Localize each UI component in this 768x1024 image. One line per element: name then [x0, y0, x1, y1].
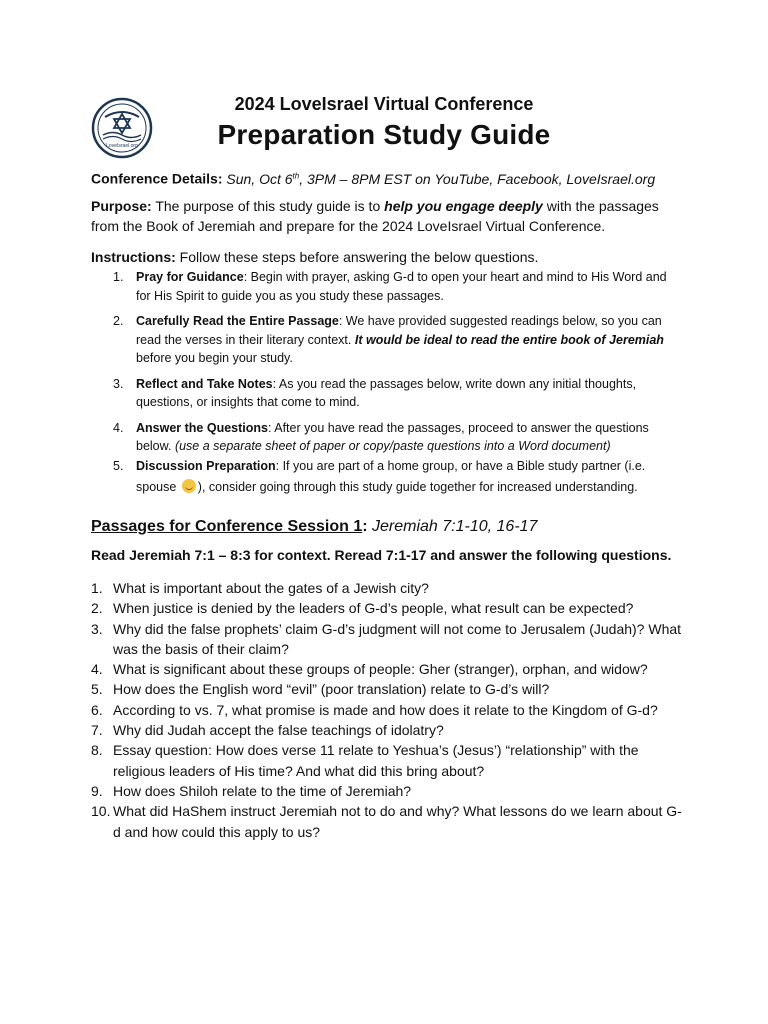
questions-list: [91, 578, 686, 842]
session-passage: Jeremiah 7:1-10, 16-17: [372, 518, 538, 535]
purpose-label: Purpose:: [91, 198, 152, 214]
list-item: 2. Carefully Read the Entire Passage: We have provided suggested readings below, so you can read the verses in their literary context. It would be ideal to read the entire book of Jeremiah before you begin your study.: [113, 314, 664, 365]
session-label: Passages for Conference Session 1: [91, 518, 363, 535]
list-item: 3. Why did the false prophets’ claim G-d’s judgment will not come to Jerusalem (Judah)? What was the basis of their claim?: [91, 620, 682, 657]
purpose-paragraph: Purpose: The purpose of this study guide is to help you engage deeply with the passages from the Book of Jeremiah and prepare for the 2024 LoveIsrael Virtual Conference.: [91, 198, 659, 234]
reading-note: Read Jeremiah 7:1 – 8:3 for context. Reread 7:1-17 and answer the following questions.: [91, 547, 672, 563]
instructions-heading: Instructions: Follow these steps before answering the below questions.: [91, 249, 539, 265]
list-item: 8. Essay question: How does verse 11 relate to Yeshua’s (Jesus’) “relationship” with the religious leaders of His time? And what did this bring about?: [91, 742, 639, 779]
list-item: 3. Reflect and Take Notes: As you read the passages below, write down any initial thoughts, questions, or insights that come to mind.: [113, 376, 637, 409]
instructions-list: [91, 268, 683, 498]
details-value: Sun, Oct 6th, 3PM – 8PM EST on YouTube, Facebook, LoveIsrael.org: [226, 170, 656, 187]
list-item: 1. Pray for Guidance: Begin with prayer, asking G-d to open your heart and mind to His Word and for His Spirit to guide you as you study these passages.: [113, 270, 667, 303]
list-item: 9. How does Shiloh relate to the time of Jeremiah?: [91, 782, 412, 799]
event-title: 2024 LoveIsrael Virtual Conference: [234, 94, 534, 114]
list-item: 7. Why did Judah accept the false teachings of idolatry?: [91, 722, 444, 739]
purpose-emphasis: help you engage deeply: [384, 198, 543, 214]
page-title: Preparation Study Guide: [217, 119, 551, 150]
list-item: 5. Discussion Preparation: If you are part of a home group, or have a Bible study partner (i.e. spouse ), consider going through this study guide together for increased understanding.: [113, 458, 646, 494]
svg-text:LoveIsrael.org: LoveIsrael.org: [106, 143, 138, 149]
instructions-label: Instructions:: [91, 249, 176, 265]
details-label: Conference Details:: [91, 170, 223, 187]
list-item: 2. When justice is denied by the leaders of G-d’s people, what result can be expected?: [91, 600, 634, 617]
list-item: 6. According to vs. 7, what promise is made and how does it relate to the Kingdom of G-d?: [91, 701, 658, 718]
list-item: 4. What is significant about these groups of people: Gher (stranger), orphan, and widow?: [91, 661, 648, 678]
session-heading: Passages for Conference Session 1: Jeremiah 7:1-10, 16-17: [91, 518, 538, 535]
smile-emoji-icon: [182, 479, 196, 493]
list-item: 4. Answer the Questions: After you have read the passages, proceed to answer the questions below. (use a separate sheet of paper or copy/paste questions into a Word document): [113, 420, 649, 453]
conference-details: [91, 166, 681, 189]
list-item: 1. What is important about the gates of a Jewish city?: [91, 580, 429, 596]
list-item: 10. What did HaShem instruct Jeremiah not to do and why? What lessons do we learn about G-d and how could this apply to us?: [91, 803, 682, 840]
list-item: 5. How does the English word “evil” (poor translation) relate to G-d’s will?: [91, 681, 550, 698]
